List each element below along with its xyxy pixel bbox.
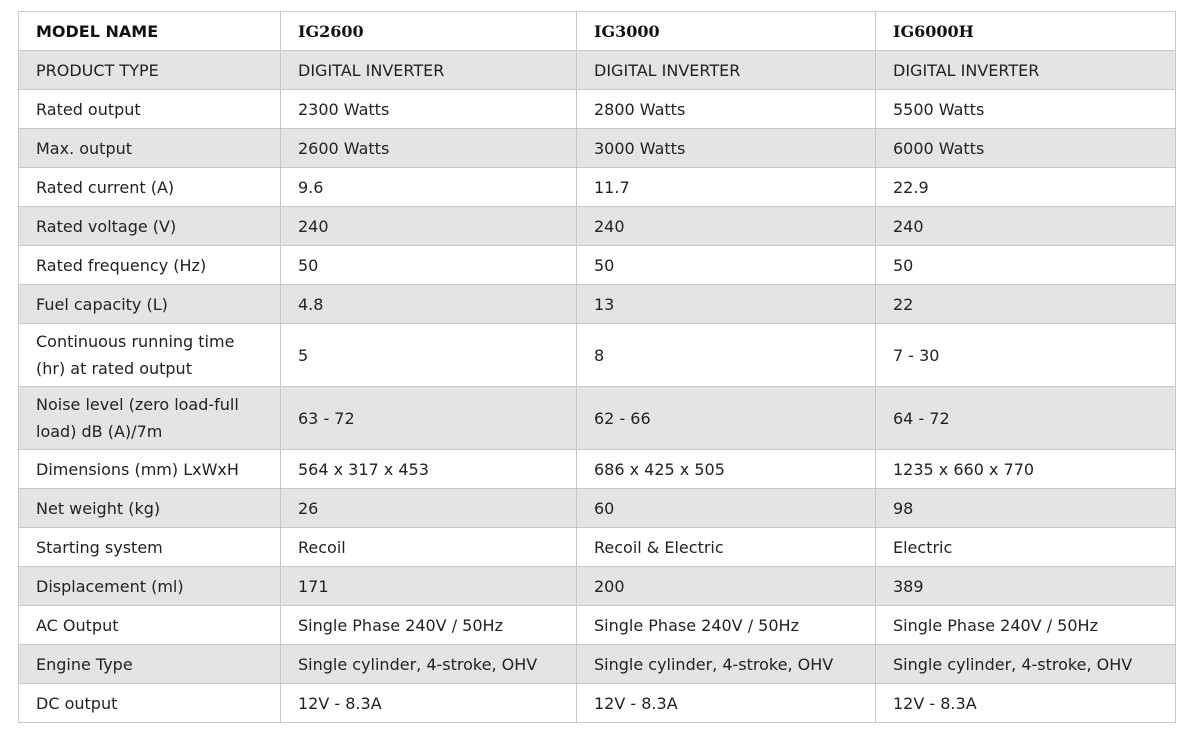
table-row [19, 324, 1176, 387]
table-cell: Single cylinder, 4-stroke, OHV [876, 645, 1176, 684]
row-label: Continuous running time (hr) at rated output [19, 324, 281, 387]
row-label: Rated output [19, 90, 281, 129]
table-cell: 9.6 [281, 168, 577, 207]
table-cell: 11.7 [577, 168, 876, 207]
table-cell: 1235 x 660 x 770 [876, 450, 1176, 489]
table-cell: 8 [577, 324, 876, 387]
table-cell: 98 [876, 489, 1176, 528]
table-cell: Electric [876, 528, 1176, 567]
table-cell: 50 [876, 246, 1176, 285]
table-cell: 2800 Watts [577, 90, 876, 129]
row-label: DC output [19, 684, 281, 723]
table-row [19, 567, 1176, 606]
table-row [19, 387, 1176, 450]
table-cell: DIGITAL INVERTER [876, 51, 1176, 90]
table-cell: Single Phase 240V / 50Hz [876, 606, 1176, 645]
header-cell-ig2600: IG2600 [281, 12, 577, 51]
table-cell: 64 - 72 [876, 387, 1176, 450]
row-label: Displacement (ml) [19, 567, 281, 606]
table-cell: DIGITAL INVERTER [281, 51, 577, 90]
table-cell: 5500 Watts [876, 90, 1176, 129]
table-cell: 686 x 425 x 505 [577, 450, 876, 489]
table-cell: 12V - 8.3A [577, 684, 876, 723]
table-cell: 564 x 317 x 453 [281, 450, 577, 489]
row-label: AC Output [19, 606, 281, 645]
table-cell: 2600 Watts [281, 129, 577, 168]
table-row [19, 246, 1176, 285]
table-row [19, 606, 1176, 645]
table-cell: 200 [577, 567, 876, 606]
table-cell: 63 - 72 [281, 387, 577, 450]
row-label: Rated voltage (V) [19, 207, 281, 246]
row-label: Rated frequency (Hz) [19, 246, 281, 285]
table-row [19, 528, 1176, 567]
table-cell: 389 [876, 567, 1176, 606]
table-cell: 12V - 8.3A [876, 684, 1176, 723]
row-label: Engine Type [19, 645, 281, 684]
table-header-row [19, 12, 1176, 51]
table-cell: 50 [577, 246, 876, 285]
table-cell: DIGITAL INVERTER [577, 51, 876, 90]
row-label: Max. output [19, 129, 281, 168]
row-label: Starting system [19, 528, 281, 567]
table-row [19, 285, 1176, 324]
table-cell: Recoil & Electric [577, 528, 876, 567]
table-cell: 7 - 30 [876, 324, 1176, 387]
table-row [19, 168, 1176, 207]
table-row [19, 129, 1176, 168]
header-cell-label: MODEL NAME [19, 12, 281, 51]
table-cell: 50 [281, 246, 577, 285]
table-cell: 62 - 66 [577, 387, 876, 450]
table-cell: 2300 Watts [281, 90, 577, 129]
table-cell: 4.8 [281, 285, 577, 324]
table-cell: 240 [577, 207, 876, 246]
table-row [19, 684, 1176, 723]
table-row [19, 489, 1176, 528]
table-row [19, 51, 1176, 90]
table-cell: Single Phase 240V / 50Hz [281, 606, 577, 645]
row-label: Fuel capacity (L) [19, 285, 281, 324]
generator-spec-table [18, 11, 1176, 723]
table-cell: Recoil [281, 528, 577, 567]
table-row [19, 450, 1176, 489]
table-row [19, 207, 1176, 246]
table-row [19, 90, 1176, 129]
table-cell: 3000 Watts [577, 129, 876, 168]
table-cell: 5 [281, 324, 577, 387]
table-cell: 240 [876, 207, 1176, 246]
table-cell: 60 [577, 489, 876, 528]
table-cell: Single Phase 240V / 50Hz [577, 606, 876, 645]
table-cell: 240 [281, 207, 577, 246]
table-row [19, 645, 1176, 684]
table-cell: 12V - 8.3A [281, 684, 577, 723]
row-label: Net weight (kg) [19, 489, 281, 528]
table-cell: 6000 Watts [876, 129, 1176, 168]
table-cell: 171 [281, 567, 577, 606]
table-cell: 22.9 [876, 168, 1176, 207]
row-label: PRODUCT TYPE [19, 51, 281, 90]
table-cell: Single cylinder, 4-stroke, OHV [281, 645, 577, 684]
row-label: Noise level (zero load-full load) dB (A)/7m [19, 387, 281, 450]
header-cell-ig3000: IG3000 [577, 12, 876, 51]
table-cell: Single cylinder, 4-stroke, OHV [577, 645, 876, 684]
row-label: Dimensions (mm) LxWxH [19, 450, 281, 489]
row-label: Rated current (A) [19, 168, 281, 207]
header-cell-ig6000h: IG6000H [876, 12, 1176, 51]
table-cell: 22 [876, 285, 1176, 324]
table-cell: 26 [281, 489, 577, 528]
table-cell: 13 [577, 285, 876, 324]
